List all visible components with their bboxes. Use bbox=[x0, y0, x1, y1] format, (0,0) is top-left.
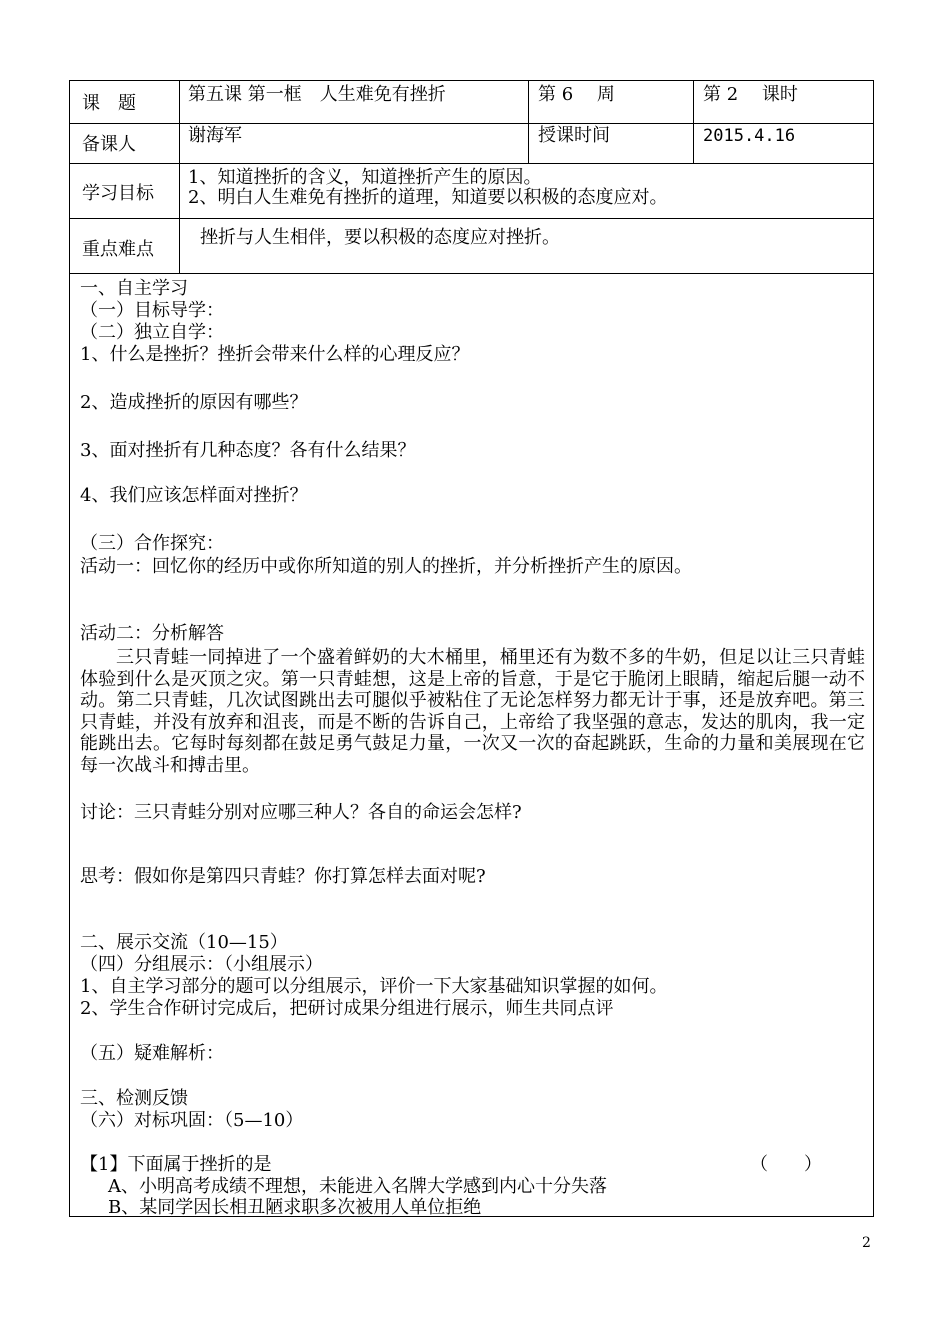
time-label: 授课时间 bbox=[538, 125, 610, 146]
subsection-goal-guide: （一）目标导学： bbox=[80, 300, 224, 321]
row-divider bbox=[70, 218, 873, 219]
preparer-label: 备课人 bbox=[82, 134, 136, 155]
week-value: 第 6 周 bbox=[538, 84, 615, 105]
question-1: 1、什么是挫折？挫折会带来什么样的心理反应？ bbox=[80, 344, 470, 365]
row-divider bbox=[70, 273, 873, 274]
page-number: 2 bbox=[862, 1235, 871, 1251]
exercise-1-option-a: A、小明高考成绩不理想，未能进入名牌大学感到内心十分失落 bbox=[108, 1176, 607, 1197]
think-question: 思考：假如你是第四只青蛙？你打算怎样去面对呢? bbox=[80, 866, 486, 887]
answer-blank: （ ） bbox=[750, 1154, 822, 1175]
frog-story-paragraph: 三只青蛙一同掉进了一个盛着鲜奶的大木桶里，桶里还有为数不多的牛奶，但足以让三只青蛙体验到什么是灭顶之灾。第一只青蛙想，这是上帝的旨意，于是它于脆闭上眼睛，缩起后腿一动不动。第二只青蛙，几次试图跳出去可腿似乎被粘住了无论怎样努力都无计于事，还是放弃吧。第三只青蛙，并没有放弃和沮丧，而是不断的告诉自己，上帝给了我坚强的意志，发达的肌肉，我一定能跳出去。它每时每刻都在鼓足勇气鼓足力量，一次又一次的奋起跳跃，生命的力量和美展现在它每一次战斗和搏击里。 bbox=[80, 647, 865, 776]
subsection-difficulty: （五）疑难解析： bbox=[80, 1043, 224, 1064]
discussion-question: 讨论：三只青蛙分别对应哪三种人？各自的命运会怎样? bbox=[80, 802, 522, 823]
question-3: 3、面对挫折有几种态度？各有什么结果？ bbox=[80, 440, 416, 461]
col-divider bbox=[528, 81, 529, 163]
row-divider bbox=[70, 163, 873, 164]
col-divider bbox=[179, 81, 180, 273]
show-item-2: 2、学生合作研讨完成后，把研讨成果分组进行展示，师生共同点评 bbox=[80, 998, 614, 1019]
question-2: 2、造成挫折的原因有哪些？ bbox=[80, 392, 308, 413]
preparer-value: 谢海军 bbox=[188, 125, 242, 146]
goal-line-1: 1、知道挫折的含义，知道挫折产生的原因。 bbox=[188, 167, 542, 188]
subsection-group-show: （四）分组展示：（小组展示） bbox=[80, 954, 323, 975]
question-4: 4、我们应该怎样面对挫折？ bbox=[80, 485, 308, 506]
activity-2-title: 活动二：分析解答 bbox=[80, 623, 224, 644]
show-item-1: 1、自主学习部分的题可以分组展示，评价一下大家基础知识掌握的如何。 bbox=[80, 976, 668, 997]
lesson-plan-table bbox=[69, 80, 874, 1217]
time-value: 2015.4.16 bbox=[703, 126, 796, 146]
exercise-1-question: 【1】下面属于挫折的是 bbox=[80, 1154, 272, 1175]
topic-label: 课 题 bbox=[82, 93, 136, 114]
row-divider bbox=[70, 123, 873, 124]
goals-label: 学习目标 bbox=[82, 183, 154, 204]
key-label: 重点难点 bbox=[82, 239, 154, 260]
exercise-1-option-b: B、某同学因长相丑陋求职多次被用人单位拒绝 bbox=[108, 1197, 482, 1218]
subsection-cooperation: （三）合作探究： bbox=[80, 533, 224, 554]
activity-1: 活动一：回忆你的经历中或你所知道的别人的挫折，并分析挫折产生的原因。 bbox=[80, 556, 692, 577]
section-2-title: 二、展示交流（10—15） bbox=[80, 932, 288, 953]
goal-line-2: 2、明白人生难免有挫折的道理，知道要以积极的态度应对。 bbox=[188, 187, 668, 208]
subsection-consolidate: （六）对标巩固：（5—10） bbox=[80, 1110, 304, 1131]
section-1-title: 一、自主学习 bbox=[80, 278, 188, 299]
subsection-self-study: （二）独立自学： bbox=[80, 322, 224, 343]
section-3-title: 三、检测反馈 bbox=[80, 1088, 188, 1109]
col-divider bbox=[693, 81, 694, 163]
topic-value: 第五课 第一框 人生难免有挫折 bbox=[188, 84, 446, 105]
key-value: 挫折与人生相伴，要以积极的态度应对挫折。 bbox=[200, 227, 560, 248]
period-value: 第 2 课时 bbox=[703, 84, 798, 105]
